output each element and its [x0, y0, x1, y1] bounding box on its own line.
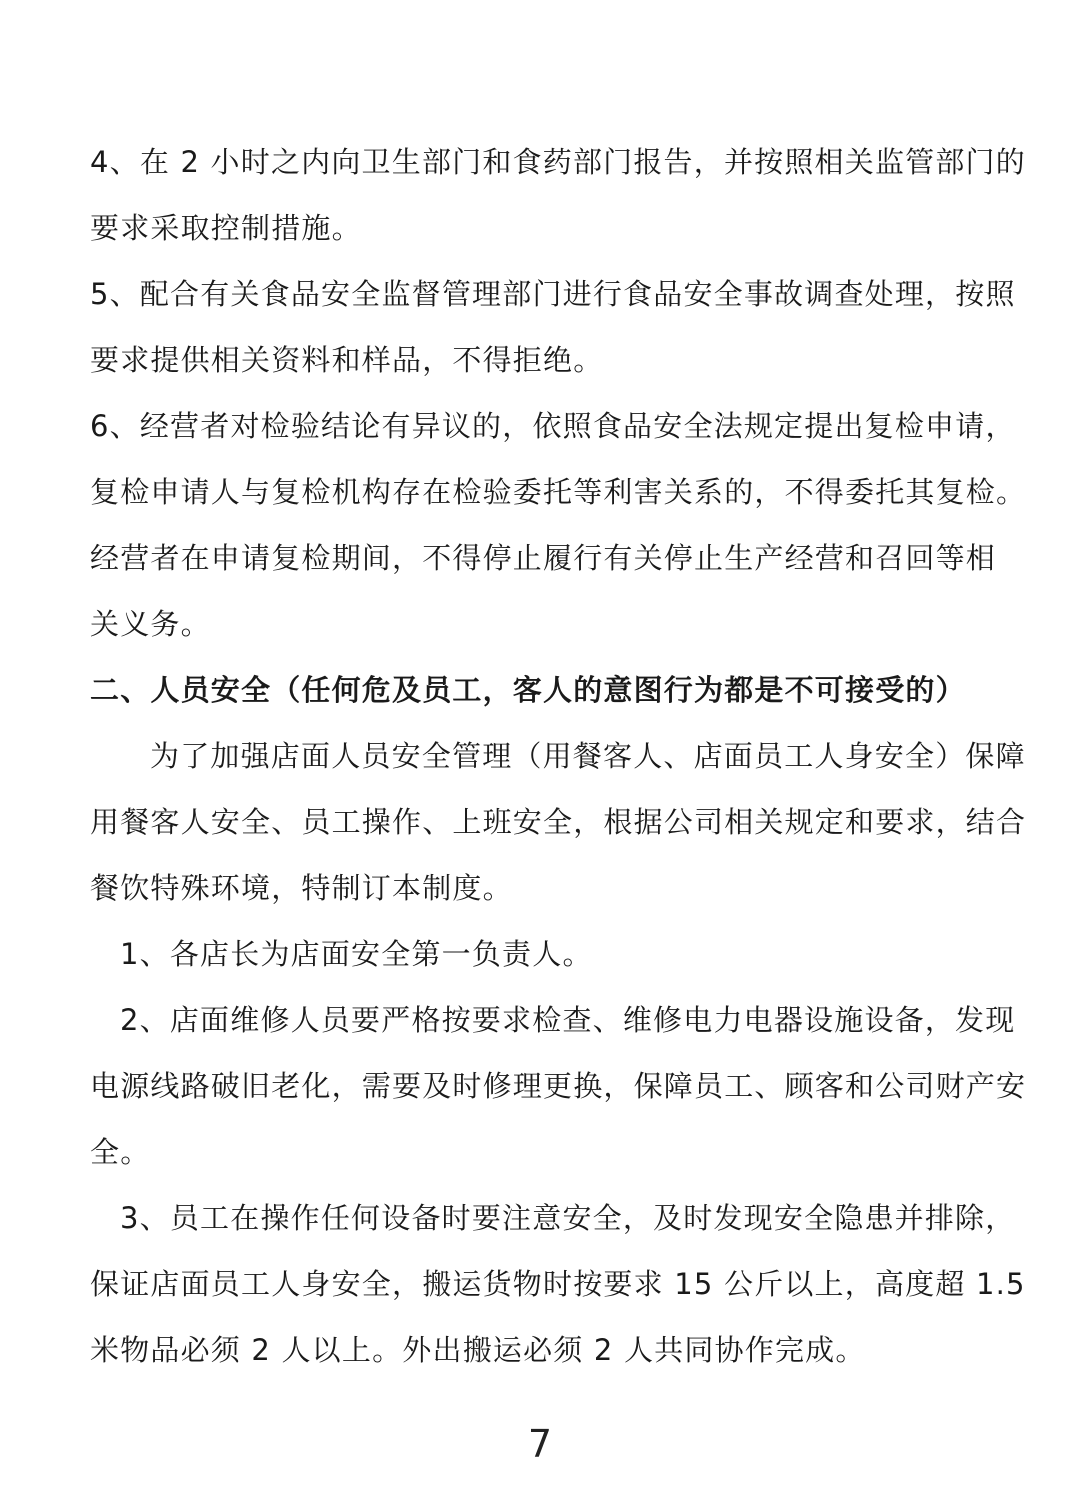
paragraph-4-line-2: 要求采取控制措施。: [90, 211, 362, 245]
item-1-line-1: 1、各店长为店面安全第一负责人。: [120, 937, 593, 971]
paragraph-6-line-3: 经营者在申请复检期间，不得停止履行有关停止生产经营和召回等相: [90, 541, 997, 575]
page-number: 7: [527, 1422, 553, 1466]
item-3-line-1: 3、员工在操作任何设备时要注意安全，及时发现安全隐患并排除，: [120, 1201, 1016, 1235]
item-2-line-3: 全。: [90, 1135, 151, 1169]
paragraph-6-line-4: 关义务。: [90, 607, 211, 641]
intro-paragraph-line-1: 为了加强店面人员安全管理（用餐客人、店面员工人身安全）保障: [150, 739, 1026, 773]
item-2-line-1: 2、店面维修人员要严格按要求检查、维修电力电器设施设备，发现: [120, 1003, 1016, 1037]
paragraph-6-line-2: 复检申请人与复检机构存在检验委托等利害关系的，不得委托其复检。: [90, 475, 1027, 509]
paragraph-5-line-1: 5、配合有关食品安全监督管理部门进行食品安全事故调查处理，按照: [90, 277, 1016, 311]
paragraph-5-line-2: 要求提供相关资料和样品，不得拒绝。: [90, 343, 604, 377]
paragraph-6-line-1: 6、经营者对检验结论有异议的，依照食品安全法规定提出复检申请，: [90, 409, 1016, 443]
intro-paragraph-line-2: 用餐客人安全、员工操作、上班安全，根据公司相关规定和要求，结合: [90, 805, 1027, 839]
item-3-line-3: 米物品必须 2 人以上。外出搬运必须 2 人共同协作完成。: [90, 1333, 866, 1367]
section-heading-personnel-safety: 二、人员安全（任何危及员工，客人的意图行为都是不可接受的）: [90, 673, 966, 707]
item-3-line-2: 保证店面员工人身安全，搬运货物时按要求 15 公斤以上，高度超 1.5: [90, 1267, 1026, 1301]
intro-paragraph-line-3: 餐饮特殊环境，特制订本制度。: [90, 871, 513, 905]
item-2-line-2: 电源线路破旧老化，需要及时修理更换，保障员工、顾客和公司财产安: [90, 1069, 1027, 1103]
paragraph-4-line-1: 4、在 2 小时之内向卫生部门和食药部门报告，并按照相关监管部门的: [90, 145, 1026, 179]
